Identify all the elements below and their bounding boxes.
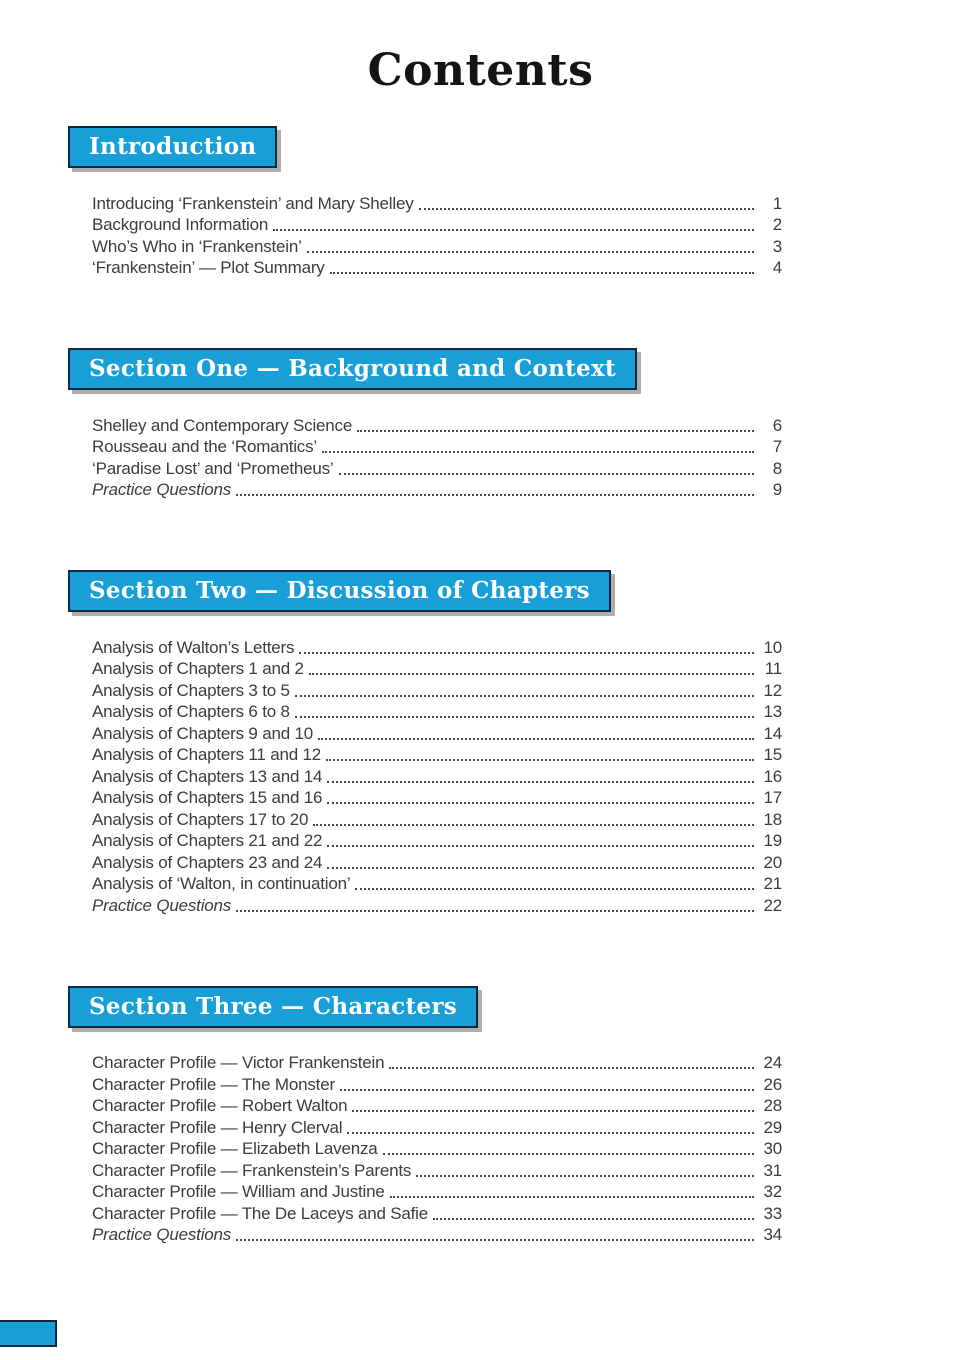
toc-entry [92,1052,782,1074]
entry-page-number: 11 [764,659,782,678]
toc-entry [92,679,782,701]
toc-entry [92,1073,782,1095]
entry-page-number: 17 [763,788,782,807]
dotted-leader [236,1239,754,1241]
entry-page-number: 13 [763,702,782,721]
entry-page-number: 31 [763,1160,782,1180]
toc-entry [92,701,782,723]
entry-label: Character Profile — William and Justine [92,1182,385,1201]
dotted-leader [326,759,754,761]
toc-entry [92,235,782,257]
entry-page-number: 18 [763,809,782,829]
dotted-leader [273,229,754,231]
entry-label: Analysis of Walton’s Letters [92,637,295,657]
dotted-leader [318,738,754,740]
section-header: Section Three — Characters [68,986,478,1028]
entry-page-number: 22 [763,895,782,915]
dotted-leader [309,673,754,675]
entry-page-number: 28 [763,1096,782,1115]
entry-label: Analysis of Chapters 6 to 8 [92,702,290,721]
entry-page-number: 12 [763,680,782,700]
entry-label: Background Information [92,215,269,234]
entry-label: Introducing ‘Frankenstein’ and Mary Shelley [92,193,414,213]
entry-page-number: 24 [763,1053,782,1072]
toc-entry [92,808,782,830]
entry-label: Analysis of ‘Walton, in continuation’ [92,874,351,893]
dotted-leader [322,451,754,453]
entry-page-number: 26 [763,1074,782,1094]
entry-page-number: 34 [763,1225,782,1244]
next-section-header-partial [0,1320,57,1347]
entry-label: Character Profile — The Monster [92,1074,335,1094]
dotted-leader [313,824,754,826]
entry-page-number: 1 [772,193,782,213]
entry-page-number: 8 [772,458,782,478]
section-header: Section Two — Discussion of Chapters [68,570,611,612]
section-header: Section One — Background and Context [68,348,637,390]
entry-label: Practice Questions [92,480,232,499]
entry-label: Analysis of Chapters 13 and 14 [92,766,323,786]
entry-page-number: 33 [763,1203,782,1223]
entry-page-number: 15 [763,745,782,764]
toc-section [68,570,782,916]
dotted-leader [390,1196,754,1198]
entry-page-number: 9 [772,480,782,499]
toc-entry [92,1181,782,1203]
toc-entry [92,873,782,895]
entry-label: Practice Questions [92,895,232,915]
toc-entry [92,658,782,680]
entry-label: Practice Questions [92,1225,232,1244]
entry-page-number: 6 [772,415,782,435]
dotted-leader [355,888,754,890]
toc-entry [92,1224,782,1246]
dotted-leader [236,494,754,496]
toc-entry [92,1116,782,1138]
toc-entry [92,192,782,214]
entry-label: Character Profile — Elizabeth Lavenza [92,1139,378,1158]
toc-entry [92,457,782,479]
entry-page-number: 10 [763,637,782,657]
dotted-leader [295,695,754,697]
entry-label: Analysis of Chapters 15 and 16 [92,788,323,807]
entry-label: Character Profile — Victor Frankenstein [92,1053,385,1072]
toc-entry [92,722,782,744]
toc-entry [92,1159,782,1181]
dotted-leader [327,845,754,847]
entry-label: ‘Paradise Lost’ and ‘Prometheus’ [92,458,334,478]
entry-page-number: 21 [763,874,782,893]
entry-page-number: 30 [763,1139,782,1158]
toc-entry [92,1138,782,1160]
entry-page-number: 19 [763,831,782,850]
dotted-leader [307,251,754,253]
entry-label: Analysis of Chapters 9 and 10 [92,723,314,743]
entry-page-number: 3 [772,236,782,256]
entry-label: Character Profile — Robert Walton [92,1096,348,1115]
toc-entry [92,765,782,787]
dotted-leader [383,1153,754,1155]
entry-page-number: 32 [763,1182,782,1201]
entry-label: Analysis of Chapters 3 to 5 [92,680,290,700]
dotted-leader [330,272,754,274]
dotted-leader [389,1067,754,1069]
entry-label: Who’s Who in ‘Frankenstein’ [92,236,302,256]
entry-label: Analysis of Chapters 1 and 2 [92,659,304,678]
entry-page-number: 7 [772,437,782,456]
toc-section [68,348,782,500]
entry-page-number: 20 [763,852,782,872]
toc-entry [92,894,782,916]
dotted-leader [339,473,755,475]
section-header: Introduction [68,126,277,168]
dotted-leader [327,802,754,804]
section-entries [92,414,782,500]
entry-label: Shelley and Contemporary Science [92,415,353,435]
toc-entry [92,830,782,852]
dotted-leader [295,716,754,718]
toc-entry [92,744,782,766]
toc-entry [92,436,782,458]
section-entries [92,192,782,278]
page-title: Contents [367,45,594,96]
toc-entry [92,214,782,236]
entry-page-number: 14 [763,723,782,743]
sections [0,126,961,1245]
toc-entry [92,851,782,873]
entry-label: Character Profile — Henry Clerval [92,1117,343,1137]
toc-entry [92,1095,782,1117]
dotted-leader [327,781,754,783]
dotted-leader [236,910,754,912]
toc-entry [92,479,782,501]
entry-label: Character Profile — The De Laceys and Safie [92,1203,428,1223]
dotted-leader [357,430,754,432]
toc-entry [92,1202,782,1224]
section-entries [92,1052,782,1246]
dotted-leader [327,867,754,869]
toc-section [68,126,782,278]
entry-label: Analysis of Chapters 11 and 12 [92,745,321,764]
dotted-leader [340,1089,754,1091]
dotted-leader [433,1218,754,1220]
entry-page-number: 16 [763,766,782,786]
entry-label: Character Profile — Frankenstein’s Parents [92,1160,412,1180]
entry-label: Analysis of Chapters 21 and 22 [92,831,323,850]
dotted-leader [299,652,754,654]
toc-entry [92,257,782,279]
entry-label: Analysis of Chapters 23 and 24 [92,852,323,872]
entry-page-number: 2 [772,215,782,234]
entry-page-number: 4 [772,258,782,277]
dotted-leader [352,1110,754,1112]
section-entries [92,636,782,916]
entry-label: Analysis of Chapters 17 to 20 [92,809,309,829]
entry-label: Rousseau and the ‘Romantics’ [92,437,317,456]
dotted-leader [419,208,755,210]
toc-entry [92,787,782,809]
dotted-leader [347,1132,754,1134]
entry-label: ‘Frankenstein’ — Plot Summary [92,258,325,277]
toc-section [68,986,782,1246]
dotted-leader [416,1175,754,1177]
toc-entry [92,636,782,658]
entry-page-number: 29 [763,1117,782,1137]
toc-entry [92,414,782,436]
